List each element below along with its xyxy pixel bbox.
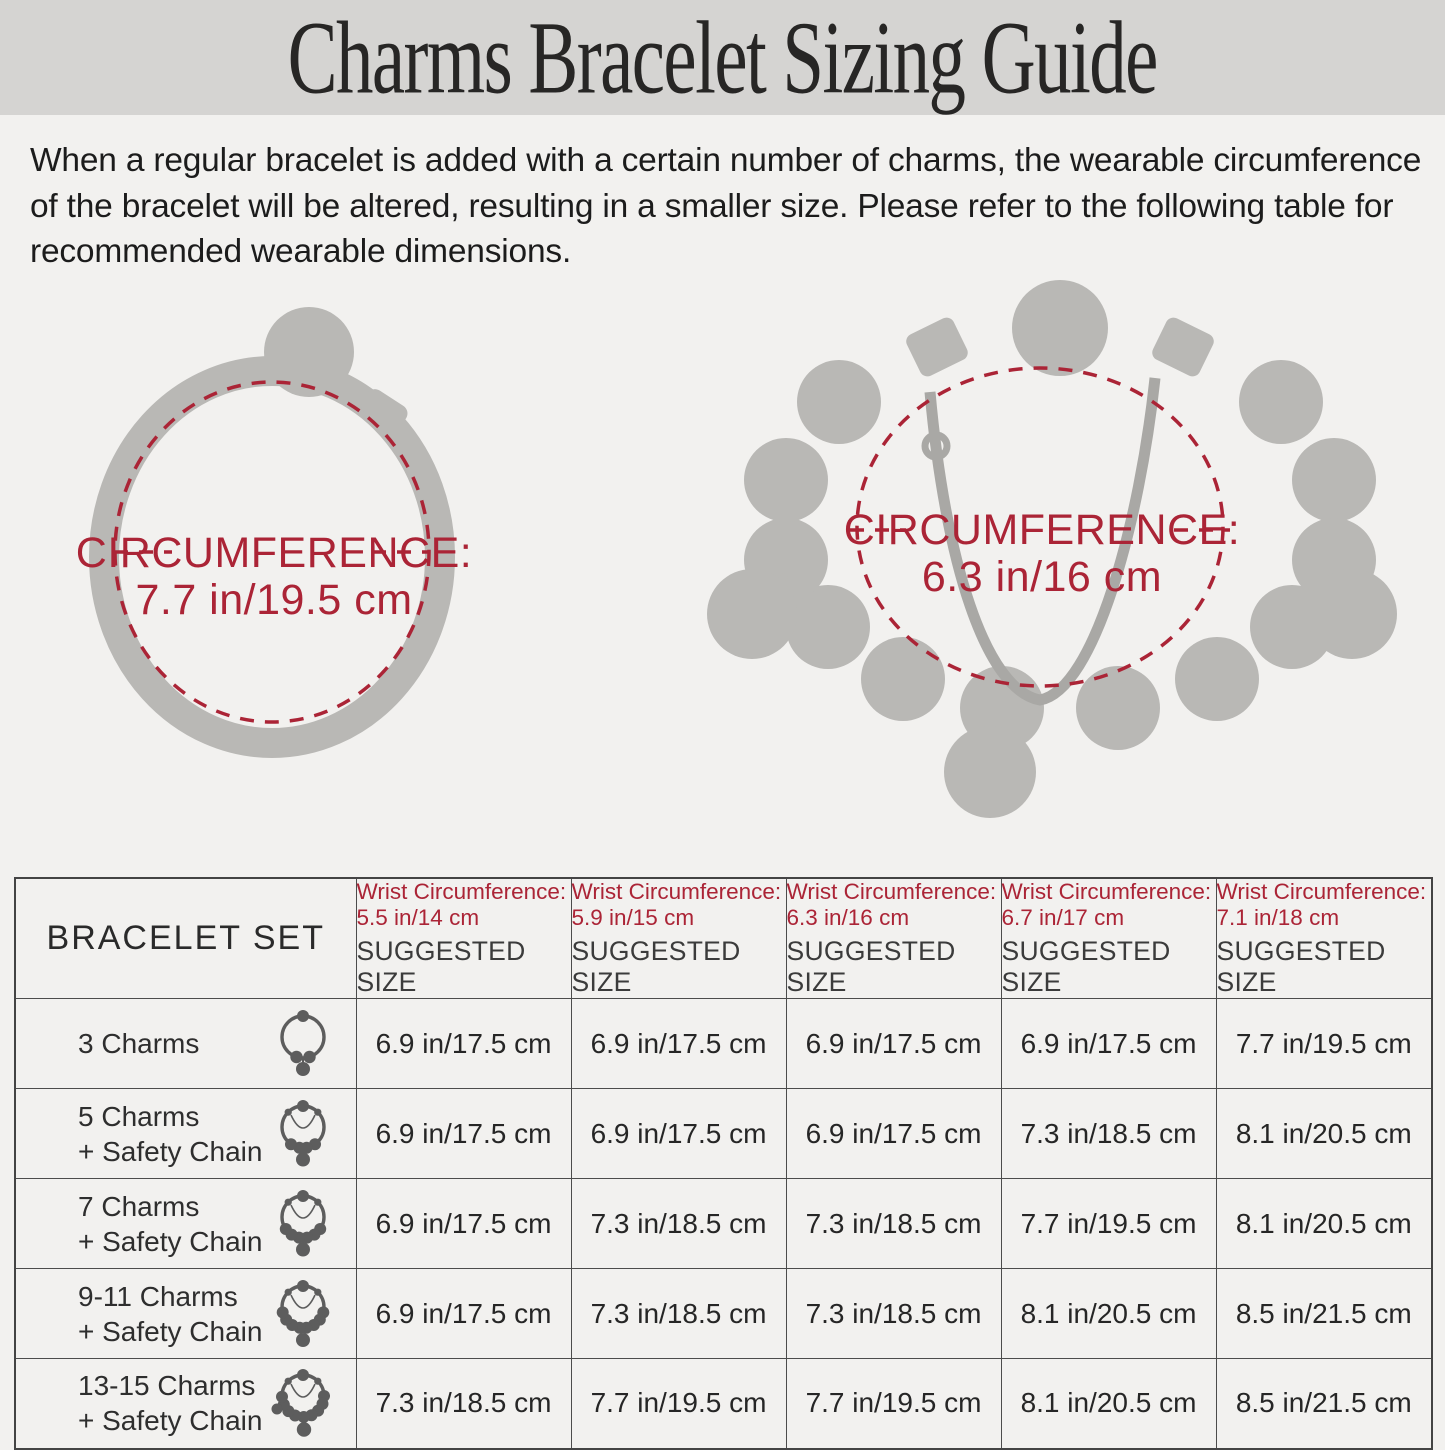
intro-text: When a regular bracelet is added with a certain number of charms, the wearable circumference of the bracelet will be altered, resulting in a smaller size. Please refer to the following table for recommended wearable dimensions. [30,142,1422,271]
size-cell: 8.5 in/21.5 cm [1216,1269,1432,1359]
row-label-7-charms: 7 Charms + Safety Chain [15,1179,356,1269]
size-cell: 8.1 in/20.5 cm [1216,1089,1432,1179]
suggested-size-label: SUGGESTED SIZE [786,936,956,997]
size-cell: 6.9 in/17.5 cm [786,1089,1001,1179]
safety-chain [930,378,1155,700]
wrist-circumference-value: 5.5 in/14 cm [356,905,480,930]
bracelet-7-charms-safety-chain-icon [268,1185,338,1263]
suggested-size-label: SUGGESTED SIZE [571,936,741,997]
size-cell: 7.7 in/19.5 cm [786,1359,1001,1449]
size-cell: 6.9 in/17.5 cm [571,999,786,1089]
wrist-circumference-label: Wrist Circumference: [1216,879,1427,904]
size-cell: 7.7 in/19.5 cm [1216,999,1432,1089]
size-cell: 7.3 in/18.5 cm [786,1269,1001,1359]
wrist-circumference-label: Wrist Circumference: [786,879,997,904]
size-cell: 8.1 in/20.5 cm [1001,1269,1216,1359]
bracelet-9-11-charms-safety-chain-icon [268,1275,338,1353]
row-label-9-11-charms: 9-11 Charms + Safety Chain [15,1269,356,1359]
table-row [15,1269,1432,1359]
column-header-5-5in [356,878,571,999]
suggested-size-label: SUGGESTED SIZE [1001,936,1171,997]
page-title: Charms Bracelet Sizing Guide [287,0,1158,115]
bracelet-5-charms-safety-chain-icon [268,1095,338,1173]
wrist-circumference-label: Wrist Circumference: [571,879,782,904]
plain-bracelet-illustration [76,307,472,743]
size-cell: 8.1 in/20.5 cm [1001,1359,1216,1449]
size-cell: 7.7 in/19.5 cm [571,1359,786,1449]
size-cell: 6.9 in/17.5 cm [571,1089,786,1179]
size-cell: 8.5 in/21.5 cm [1216,1359,1432,1449]
dangle-link [1334,575,1352,600]
size-cell: 6.9 in/17.5 cm [786,999,1001,1089]
column-header-7-1in [1216,878,1432,999]
suggested-size-label: SUGGESTED SIZE [356,936,526,997]
column-header-5-9in [571,878,786,999]
wrist-circumference-value: 6.3 in/16 cm [786,905,910,930]
size-cell: 7.3 in/18.5 cm [356,1359,571,1449]
size-cell: 6.9 in/17.5 cm [356,1269,571,1359]
circumference-dashed-circle [857,368,1223,686]
column-header-6-3in [786,878,1001,999]
size-cell: 7.3 in/18.5 cm [1001,1089,1216,1179]
circumference-label: CIRCUMFERENCE: [75,529,473,577]
wrist-circumference-value: 5.9 in/15 cm [571,905,695,930]
size-cell: 6.9 in/17.5 cm [356,1089,571,1179]
size-cell: 7.7 in/19.5 cm [1001,1179,1216,1269]
sizing-table [14,877,1433,1450]
wrist-circumference-label: Wrist Circumference: [1001,879,1212,904]
wrist-circumference-value: 7.1 in/18 cm [1216,905,1340,930]
row-label-5-charms: 5 Charms + Safety Chain [15,1089,356,1179]
header-band [0,0,1445,115]
suggested-size-label: SUGGESTED SIZE [1216,936,1386,997]
wrist-circumference-label: Wrist Circumference: [356,879,567,904]
dangle-link [756,575,786,604]
size-cell: 6.9 in/17.5 cm [356,999,571,1089]
dangle-charm-bottom [944,726,1036,818]
dangle-link [992,735,998,756]
charm-bracelet-illustration [707,280,1397,818]
circumference-value: 7.7 in/19.5 cm [135,576,413,624]
circumference-label: CIRCUMFERENCE: [843,506,1241,554]
table-header-row [15,878,1432,999]
safety-chain-hook [925,435,947,457]
size-cell: 7.3 in/18.5 cm [571,1179,786,1269]
size-cell: 8.1 in/20.5 cm [1216,1179,1432,1269]
dangle-charm-right [1307,569,1397,659]
row-label-13-15-charms: 13-15 Charms + Safety Chain [15,1359,356,1449]
circumference-dashed-circle [115,382,429,722]
corner-header: BRACELET SET [15,878,356,999]
table-row [15,1089,1432,1179]
row-label-3-charms: 3 Charms [15,999,356,1089]
wrist-circumference-value: 6.7 in/17 cm [1001,905,1125,930]
size-cell: 6.9 in/17.5 cm [1001,999,1216,1089]
size-cell: 6.9 in/17.5 cm [356,1179,571,1269]
clasp-bead [264,307,354,397]
bracelet-13-15-charms-safety-chain-icon [268,1364,338,1442]
table-row [15,999,1432,1089]
circumference-value: 6.3 in/16 cm [921,553,1163,601]
bracelet-3-charms-icon [268,1005,338,1083]
table-row [15,1359,1432,1449]
dangle-charm-left [707,569,797,659]
column-header-6-7in [1001,878,1216,999]
table-row [15,1179,1432,1269]
size-cell: 7.3 in/18.5 cm [786,1179,1001,1269]
size-cell: 7.3 in/18.5 cm [571,1269,786,1359]
